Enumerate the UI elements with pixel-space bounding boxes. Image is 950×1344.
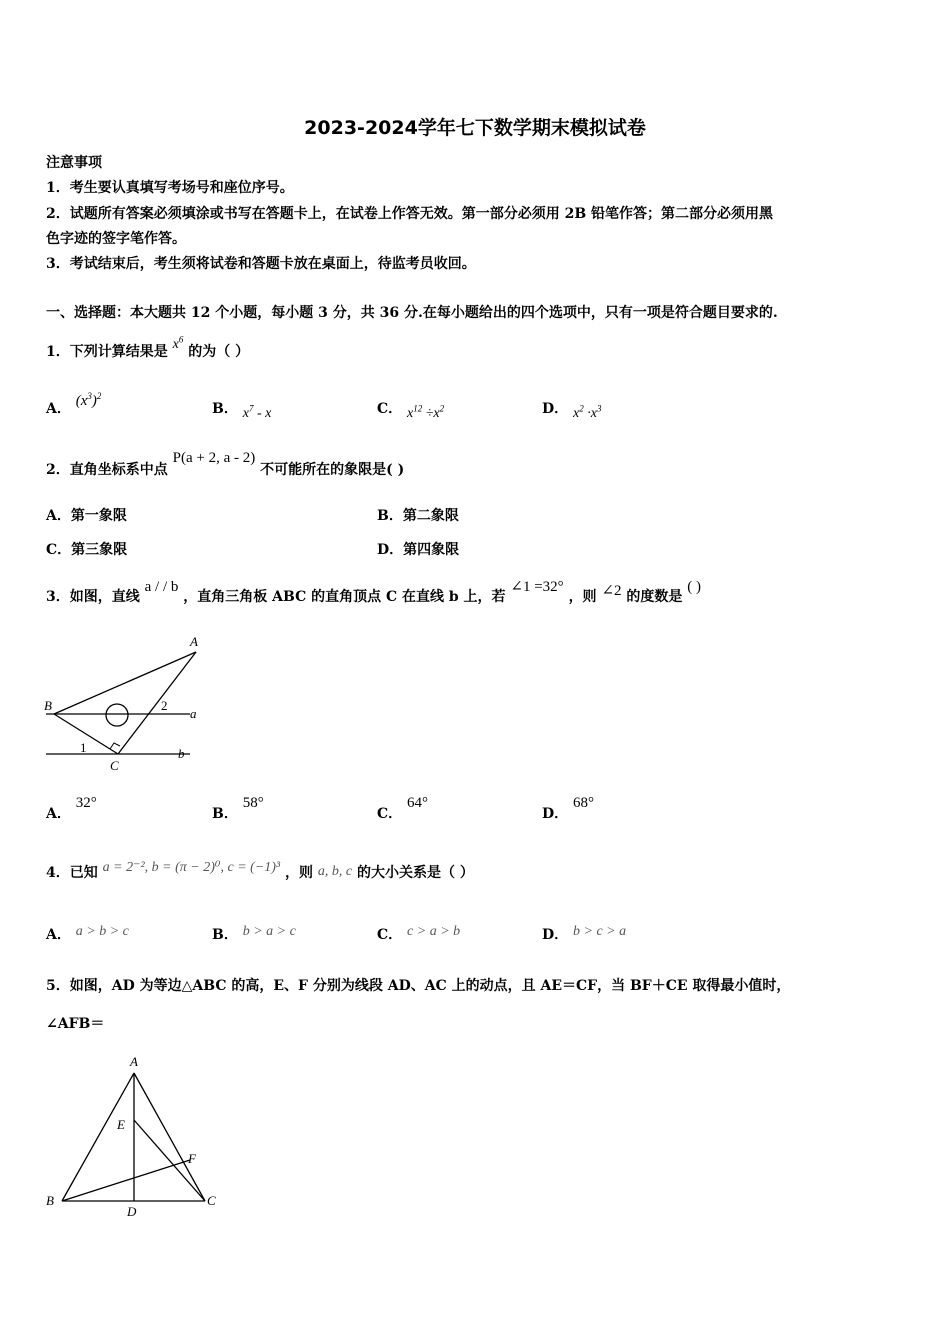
- option-expr: [242, 403, 272, 421]
- q1-expr: [172, 334, 184, 352]
- expr-sup: 7: [248, 403, 254, 414]
- expr-close: ): [91, 393, 97, 409]
- label-b: b: [178, 746, 185, 761]
- label-angle-2: 2: [161, 698, 168, 713]
- q1-option-c[interactable]: [377, 398, 445, 421]
- expr-sup: 12: [413, 403, 423, 414]
- side-ac: [134, 1073, 205, 1201]
- q3-option-c[interactable]: [377, 795, 429, 823]
- option-expr: [76, 393, 102, 409]
- label-E: E: [117, 1117, 125, 1132]
- label-C: C: [110, 758, 119, 773]
- q3-expr-angle1: ∠1 =32°: [510, 579, 564, 595]
- q3-option-d[interactable]: [542, 795, 595, 823]
- q4-stem: [46, 862, 474, 882]
- q5-stem-line-1: 5．如图，AD 为等边△ABC 的高，E、F 分别为线段 AD、AC 上的动点，且 AE＝CF，当 BF＋CE 取得最小值时，: [46, 978, 791, 994]
- option-label: A．: [46, 806, 71, 822]
- option-value: 64°: [407, 795, 429, 811]
- notice-item-1: 1．考生要认真填写考场号和座位序号。: [46, 180, 294, 196]
- side-ac: [118, 652, 196, 754]
- q3-stem: [46, 579, 702, 606]
- q3-expr-angle2: ∠2: [601, 583, 622, 599]
- option-value: b > c > a: [573, 924, 627, 939]
- triangle-hole: [106, 704, 128, 726]
- option-label: D．: [542, 806, 569, 822]
- q4-option-a[interactable]: [46, 924, 129, 944]
- q1-expr-exp: 6: [178, 334, 184, 345]
- q1-option-a[interactable]: [46, 391, 102, 418]
- label-F: F: [188, 1151, 196, 1166]
- q3-expr-parallel: a / / b: [144, 579, 179, 595]
- option-value: a > b > c: [75, 924, 129, 939]
- q4-option-c[interactable]: [377, 924, 460, 944]
- q4-mid: ，则: [285, 865, 314, 881]
- expr-base: x: [573, 406, 580, 421]
- q1-option-b[interactable]: [212, 398, 272, 421]
- label-A: A: [130, 1054, 138, 1069]
- option-value: 68°: [573, 795, 595, 811]
- option-value: 58°: [242, 795, 264, 811]
- q3-part-2: ，直角三角板 ABC 的直角顶点 C 在直线 b 上，若: [183, 589, 506, 605]
- q1-prefix: 1．下列计算结果是: [46, 344, 168, 360]
- notice-heading: 注意事项: [46, 155, 102, 171]
- q2-stem: [46, 450, 405, 479]
- q2-suffix: 不可能所在的象限是( ): [260, 462, 405, 478]
- label-D: D: [127, 1204, 137, 1219]
- expr-sup-2: 2: [439, 403, 445, 414]
- option-label: B．: [212, 927, 238, 943]
- option-label: C．: [377, 927, 403, 943]
- q2-option-b[interactable]: B．第二象限: [377, 508, 459, 524]
- q3-part-4: 的度数是: [626, 589, 683, 605]
- notice-item-2: 2．试题所有答案必须填涂或书写在答题卡上，在试卷上作答无效。第一部分必须用 2B 铅笔作答；第二部分必须用黑: [46, 206, 774, 222]
- notice-item-2-cont: 色字迹的签字笔作答。: [46, 231, 186, 247]
- page-title: 2023-2024学年七下数学期末模拟试卷: [304, 117, 646, 139]
- q4-option-b[interactable]: [212, 924, 296, 944]
- option-expr: [407, 403, 445, 421]
- option-value: 32°: [75, 795, 97, 811]
- q4-expr: a = 2⁻², b = (π − 2)⁰, c = (−1)³: [102, 860, 281, 875]
- side-ab: [54, 652, 196, 714]
- q4-prefix: 4．已知: [46, 865, 98, 881]
- q2-option-a[interactable]: A．第一象限: [46, 508, 127, 524]
- option-value: c > a > b: [407, 924, 461, 939]
- section-1-heading: 一、选择题：本大题共 12 个小题，每小题 3 分，共 36 分.在每小题给出的四个选项中，只有一项是符合题目要求的.: [46, 305, 778, 321]
- option-label: D．: [542, 927, 569, 943]
- q1-suffix: 的为（ ）: [188, 344, 250, 360]
- label-B: B: [46, 1193, 54, 1208]
- expr-mid: ÷x: [422, 406, 440, 421]
- expr-sup: 2: [579, 403, 584, 414]
- expr-base: (x: [75, 393, 88, 409]
- expr-base: x: [407, 406, 414, 421]
- label-angle-1: 1: [80, 740, 87, 755]
- q3-figure: [40, 630, 210, 775]
- expr-sup-outer: 2: [96, 391, 102, 401]
- q5-stem-line-2: ∠AFB＝: [46, 1016, 105, 1032]
- label-B: B: [44, 698, 52, 713]
- label-C: C: [207, 1193, 216, 1208]
- option-label: C．: [377, 806, 403, 822]
- option-value: b > a > c: [242, 924, 296, 939]
- q1-expr-base: x: [172, 337, 179, 352]
- expr-sup-2: 3: [596, 403, 602, 414]
- q3-option-a[interactable]: [46, 795, 97, 823]
- expr-mid: ·x: [583, 406, 597, 421]
- right-angle-mark: [110, 743, 120, 749]
- option-label: C．: [377, 401, 403, 417]
- q5-figure: [40, 1050, 230, 1225]
- expr-base: x: [242, 406, 249, 421]
- q2-prefix: 2．直角坐标系中点: [46, 462, 168, 478]
- q4-option-d[interactable]: [542, 924, 626, 944]
- expr-sup: 3: [87, 391, 92, 401]
- option-label: D．: [542, 401, 569, 417]
- q2-option-c[interactable]: C．第三象限: [46, 542, 128, 558]
- label-A: A: [190, 634, 198, 649]
- q3-part-3: ，则: [568, 589, 597, 605]
- option-expr: [573, 403, 602, 421]
- expr-rest: - x: [253, 406, 272, 421]
- option-label: A．: [46, 401, 71, 417]
- q4-suffix: 的大小关系是（ ）: [356, 865, 474, 881]
- q2-option-d[interactable]: D．第四象限: [377, 542, 460, 558]
- q2-expr: P(a + 2, a - 2): [172, 450, 256, 466]
- q3-answer-paren: ( ): [687, 579, 702, 595]
- notice-item-3: 3．考试结束后，考生须将试卷和答题卡放在桌面上，待监考员收回。: [46, 256, 476, 272]
- q4-expr-vars: a, b, c: [317, 864, 353, 879]
- q1-option-d[interactable]: [542, 398, 602, 421]
- option-label: B．: [212, 806, 238, 822]
- option-label: A．: [46, 927, 71, 943]
- q3-part-1: 3．如图，直线: [46, 589, 140, 605]
- q1-stem: [46, 334, 250, 361]
- option-label: B．: [212, 401, 238, 417]
- label-a: a: [190, 706, 197, 721]
- q3-option-b[interactable]: [212, 795, 264, 823]
